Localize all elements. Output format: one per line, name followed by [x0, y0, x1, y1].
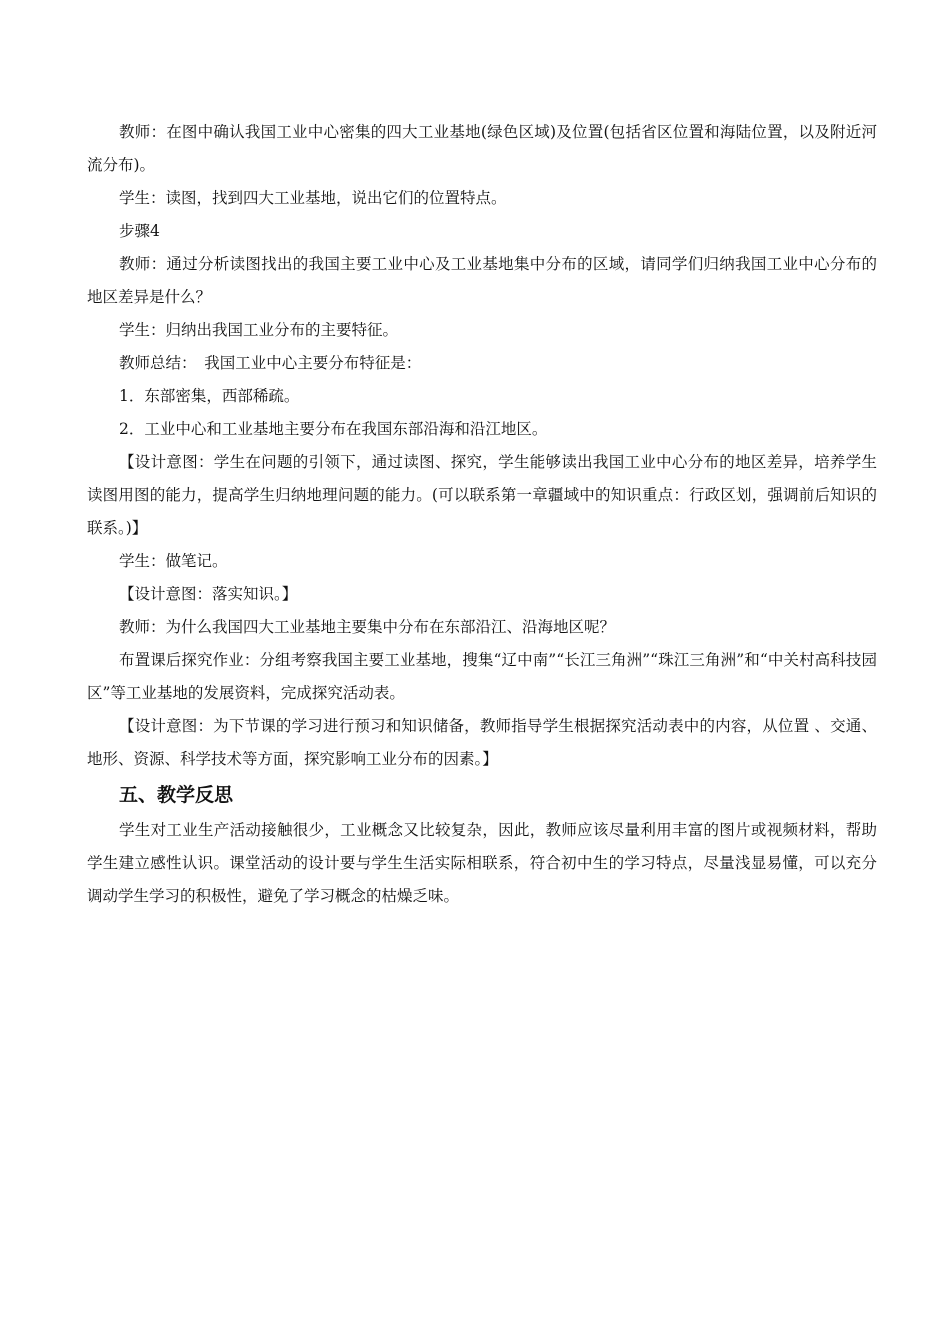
paragraph-feature-2: 2．工业中心和工业基地主要分布在我国东部沿海和沿江地区。	[119, 420, 548, 438]
paragraph-step-4: 步骤4	[119, 222, 160, 240]
paragraph-reflection: 学生对工业生产活动接触很少，工业概念又比较复杂，因此，教师应该尽量利用丰富的图片或视频材料，帮助学生建立感性认识。课堂活动的设计要与学生生活实际相联系，符合初中生的学习特点，尽量浅显易懂，可以充分调动学生学习的积极性，避免了学习概念的枯燥乏味。	[87, 821, 877, 905]
paragraph-teacher-summary: 教师总结： 我国工业中心主要分布特征是：	[119, 354, 422, 372]
paragraph-feature-1: 1．东部密集，西部稀疏。	[119, 387, 300, 405]
paragraph-design-intent-3: 【设计意图：为下节课的学习进行预习和知识储备，教师指导学生根据探究活动表中的内容，从位置 、交通、地形、资源、科学技术等方面，探究影响工业分布的因素。】	[87, 717, 877, 768]
paragraph-design-intent-2: 【设计意图：落实知识。】	[119, 585, 298, 603]
paragraph-student-notes: 学生：做笔记。	[119, 552, 228, 570]
paragraph-teacher-question-differences: 教师：通过分析读图找出的我国主要工业中心及工业基地集中分布的区域，请同学们归纳我国工业中心分布的地区差异是什么？	[87, 255, 877, 306]
paragraph-design-intent-1: 【设计意图：学生在问题的引领下，通过读图、探究，学生能够读出我国工业中心分布的地区差异，培养学生读图用图的能力，提高学生归纳地理问题的能力。(可以联系第一章疆域中的知识重点：行政区划，强调前后知识的联系。)】	[87, 453, 877, 537]
document-body	[87, 116, 877, 913]
section-heading-reflection: 五、教学反思	[119, 784, 234, 806]
paragraph-student-read-map: 学生：读图，找到四大工业基地，说出它们的位置特点。	[119, 189, 507, 207]
paragraph-teacher-confirm-bases: 教师：在图中确认我国工业中心密集的四大工业基地(绿色区域)及位置(包括省区位置和海陆位置，以及附近河流分布)。	[87, 123, 877, 174]
paragraph-teacher-why-question: 教师：为什么我国四大工业基地主要集中分布在东部沿江、沿海地区呢？	[119, 618, 616, 636]
paragraph-student-summarize: 学生：归纳出我国工业分布的主要特征。	[119, 321, 399, 339]
paragraph-homework-assignment: 布置课后探究作业：分组考察我国主要工业基地，搜集“辽中南”“长江三角洲”“珠江三角洲”和“中关村高科技园区”等工业基地的发展资料，完成探究活动表。	[87, 651, 877, 702]
